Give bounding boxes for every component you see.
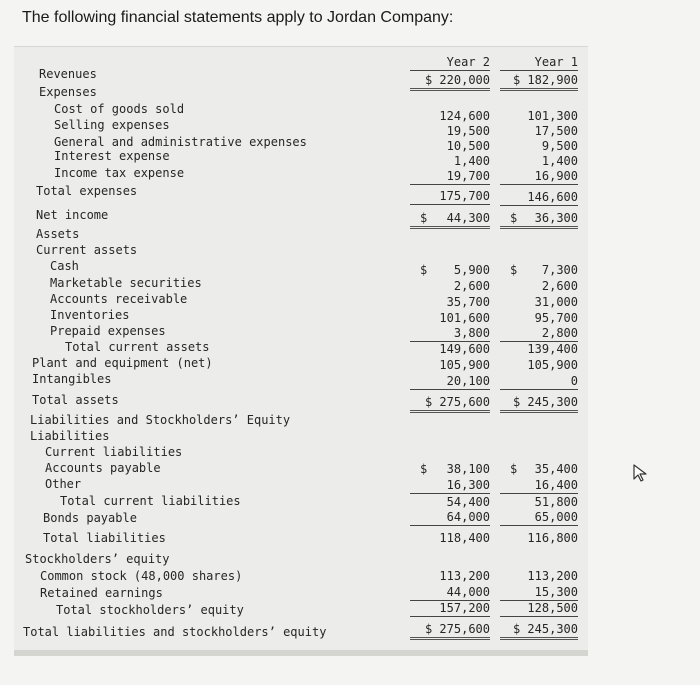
selling-label: Selling expenses xyxy=(54,118,170,132)
mouse-pointer-icon xyxy=(632,463,650,483)
intangibles-year-2: 20,100 xyxy=(410,374,490,390)
total-liabilities-year-1: 116,800 xyxy=(527,531,578,545)
tax-year-2: 19,700 xyxy=(410,169,490,185)
total-equity-year-1: 128,500 xyxy=(500,601,578,617)
common-stock-year-2: 113,200 xyxy=(439,569,490,583)
total-expenses-label: Total expenses xyxy=(36,184,138,198)
equity-label: Stockholders’ equity xyxy=(25,552,170,566)
revenues-label: Revenues xyxy=(39,67,97,81)
retained-earnings-label: Retained earnings xyxy=(40,586,163,600)
receivable-year-1: 31,000 xyxy=(534,295,578,309)
general-year-1: 9,500 xyxy=(541,139,578,153)
cogs-year-1: 101,300 xyxy=(527,109,578,123)
selling-year-1: 17,500 xyxy=(534,124,578,138)
total-liabilities-year-2: 118,400 xyxy=(439,531,490,545)
net-income-dollar-1: $ xyxy=(510,211,518,225)
general-label: General and administrative expenses xyxy=(54,135,307,149)
assets-label: Assets xyxy=(36,227,80,241)
interest-label: Interest expense xyxy=(54,149,170,163)
header-year-2: Year 2 xyxy=(410,55,490,71)
other-year-1: 16,400 xyxy=(500,478,578,494)
liabilities-label: Liabilities xyxy=(30,429,110,443)
inventories-year-1: 95,700 xyxy=(534,311,578,325)
general-year-2: 10,500 xyxy=(446,139,490,153)
total-current-liabilities-year-1: 51,800 xyxy=(534,495,578,509)
tax-year-1: 16,900 xyxy=(500,169,578,185)
selling-year-2: 19,500 xyxy=(446,124,490,138)
cash-dollar-1: $ xyxy=(510,263,518,277)
total-liabilities-equity-label: Total liabilities and stockholders’ equity xyxy=(23,625,327,639)
other-year-2: 16,300 xyxy=(410,478,490,494)
total-liabilities-equity-year-2: $ 275,600 xyxy=(410,622,490,640)
total-expenses-year-2: 175,700 xyxy=(410,189,490,205)
net-income-year-1: 36,300 xyxy=(500,211,578,229)
payable-label: Accounts payable xyxy=(45,461,161,475)
payable-dollar-1: $ xyxy=(510,462,518,476)
payable-dollar-2: $ xyxy=(420,462,428,476)
tax-label: Income tax expense xyxy=(54,166,185,180)
payable-year-2: 38,100 xyxy=(446,462,490,476)
revenues-year-1: $ 182,900 xyxy=(500,73,578,91)
net-income-label: Net income xyxy=(36,208,109,222)
retained-earnings-year-1: 15,300 xyxy=(500,585,578,601)
total-liabilities-label: Total liabilities xyxy=(43,531,166,545)
bonds-year-1: 65,000 xyxy=(500,510,578,526)
cash-dollar-2: $ xyxy=(420,263,428,277)
intangibles-year-1: 0 xyxy=(500,374,578,390)
cash-year-1: 7,300 xyxy=(541,263,578,277)
receivable-year-2: 35,700 xyxy=(446,295,490,309)
total-assets-year-1: $ 245,300 xyxy=(500,395,578,413)
scrollbar[interactable] xyxy=(14,650,588,656)
common-stock-label: Common stock (48,000 shares) xyxy=(40,569,243,583)
net-income-dollar-2: $ xyxy=(420,211,428,225)
prepaid-year-2: 3,800 xyxy=(410,326,490,342)
intangibles-label: Intangibles xyxy=(32,372,112,386)
retained-earnings-year-2: 44,000 xyxy=(410,585,490,601)
total-current-liabilities-year-2: 54,400 xyxy=(446,495,490,509)
bonds-label: Bonds payable xyxy=(43,511,137,525)
common-stock-year-1: 113,200 xyxy=(527,569,578,583)
total-expenses-year-1: 146,600 xyxy=(500,190,578,206)
expenses-label: Expenses xyxy=(39,85,97,99)
total-equity-label: Total stockholders’ equity xyxy=(56,603,244,617)
interest-year-2: 1,400 xyxy=(453,154,490,168)
total-current-assets-year-2: 149,600 xyxy=(439,342,490,356)
total-current-assets-year-1: 139,400 xyxy=(527,342,578,356)
total-assets-label: Total assets xyxy=(32,393,119,407)
total-assets-year-2: $ 275,600 xyxy=(410,395,490,413)
inventories-year-2: 101,600 xyxy=(439,311,490,325)
inventories-label: Inventories xyxy=(50,308,130,322)
total-liabilities-equity-year-1: $ 245,300 xyxy=(500,622,578,640)
revenues-year-2: $ 220,000 xyxy=(410,73,490,91)
payable-year-1: 35,400 xyxy=(534,462,578,476)
total-equity-year-2: 157,200 xyxy=(410,601,490,617)
prepaid-label: Prepaid expenses xyxy=(50,324,166,338)
cogs-year-2: 124,600 xyxy=(439,109,490,123)
total-current-liabilities-label: Total current liabilities xyxy=(60,494,241,508)
intro-text: The following financial statements apply to Jordan Company: xyxy=(22,9,454,26)
total-current-assets-label: Total current assets xyxy=(65,340,210,354)
interest-year-1: 1,400 xyxy=(541,154,578,168)
other-label: Other xyxy=(45,477,82,491)
cogs-label: Cost of goods sold xyxy=(54,102,185,116)
liabilities-equity-heading: Liabilities and Stockholders’ Equity xyxy=(30,413,291,427)
plant-label: Plant and equipment (net) xyxy=(32,356,213,370)
cash-year-2: 5,900 xyxy=(453,263,490,277)
plant-year-1: 105,900 xyxy=(527,358,578,372)
marketable-year-2: 2,600 xyxy=(453,279,490,293)
current-liabilities-label: Current liabilities xyxy=(45,445,183,459)
receivable-label: Accounts receivable xyxy=(50,292,188,306)
marketable-label: Marketable securities xyxy=(50,276,202,290)
cash-label: Cash xyxy=(50,259,79,273)
prepaid-year-1: 2,800 xyxy=(500,326,578,342)
plant-year-2: 105,900 xyxy=(439,358,490,372)
bonds-year-2: 64,000 xyxy=(410,510,490,526)
marketable-year-1: 2,600 xyxy=(541,279,578,293)
net-income-year-2: 44,300 xyxy=(410,211,490,229)
header-year-1: Year 1 xyxy=(500,55,578,71)
current-assets-label: Current assets xyxy=(36,243,138,257)
